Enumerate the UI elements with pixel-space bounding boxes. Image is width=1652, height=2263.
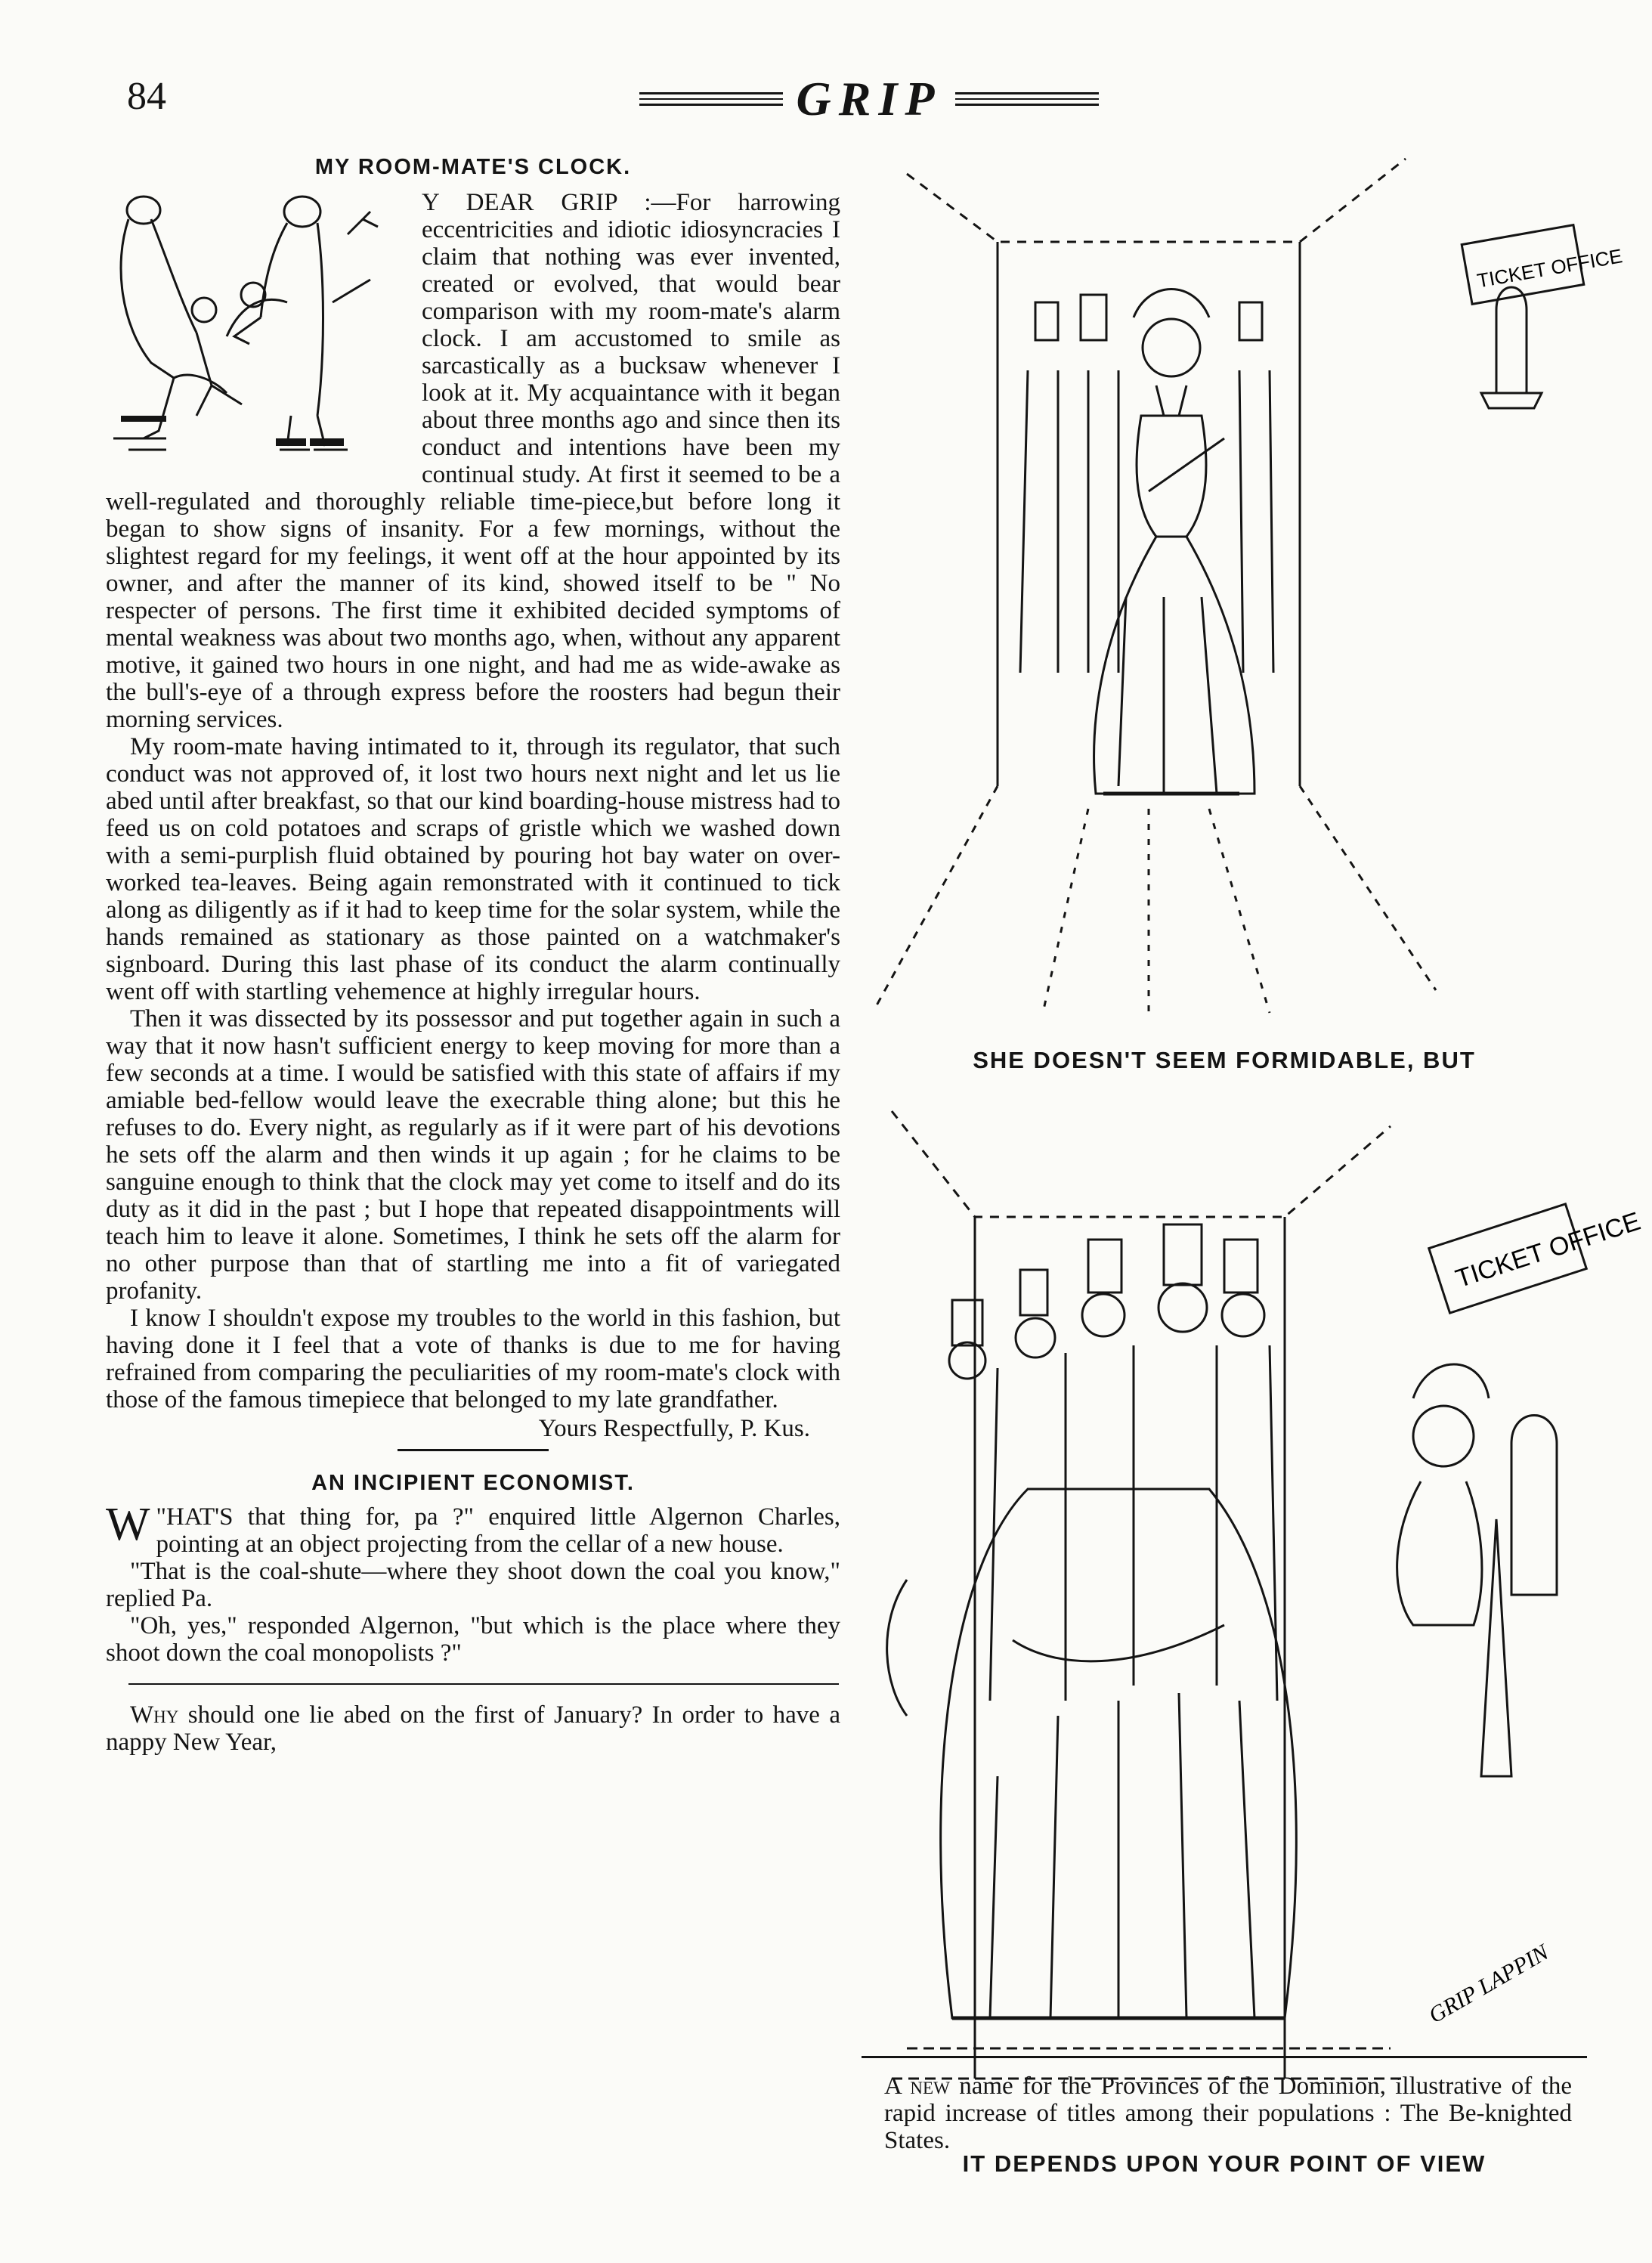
joke-be-knighted-body: name for the Provinces of the Dominion, illustrative of the rapid increase of titles among their populations : The Be-knighted States.	[884, 2073, 1572, 2154]
masthead-title: GRIP	[796, 72, 942, 125]
section-divider	[128, 1683, 839, 1685]
joke-be-knighted	[884, 2073, 1572, 2154]
cartoon-caption-bottom: IT DEPENDS UPON YOUR POINT OF VIEW	[962, 2150, 1486, 2177]
article-body-clock	[106, 189, 840, 1413]
right-column	[862, 144, 1644, 2245]
ticket-office-sign-bottom: TICKET OFFICE	[1452, 1206, 1644, 1294]
article-economist-paragraph: "Oh, yes," responded Algernon, "but which is the place where they shoot down the coal monopolists ?"	[106, 1612, 840, 1667]
cartoon-panel-top-illustration	[862, 144, 1625, 1058]
article-title-clock: MY ROOM-MATE'S CLOCK.	[314, 155, 632, 179]
open-quote: "	[156, 1503, 167, 1531]
article-economist-paragraph: "That is the coal-shute—where they shoot down the coal you know," replied Pa.	[106, 1558, 840, 1612]
article-clock-paragraph: Then it was dissected by its possessor and put together again in such a way that it now hasn't sufficient energy to keep moving for more than a few seconds at a time. I would be satisfied with this state of affairs if my amiable bed-fellow would leave the execrable thing alone; but this he refuses to do. Every night, as regularly as if it were part of his devotions he sets off the alarm and then winds it up again ; for he claims to be sanguine enough to think that the clock may yet come to itself and do its duty as it did in the past ; but I hope that repeated disappointments will teach him to leave it alone. Sometimes, I think he sets off the alarm for no other purpose than that of startling me into a fit of variegated profanity.	[106, 1005, 840, 1305]
page-number: 84	[127, 75, 166, 118]
bottom-note-block	[862, 2056, 1587, 2058]
article-body-economist	[106, 1499, 840, 1667]
masthead	[597, 73, 1141, 125]
illustrated-initial-m	[98, 189, 408, 476]
joke-new-year-lead: Why	[130, 1701, 179, 1729]
article-title-economist: AN INCIPIENT ECONOMIST.	[311, 1471, 635, 1495]
left-column	[106, 155, 840, 1756]
cartoon-panel-bottom-illustration	[862, 1096, 1644, 2147]
ticket-office-sign-top: TICKET OFFICE	[1475, 244, 1625, 293]
article-clock-opening-text: Y DEAR GRIP :—For harrowing eccentricities and idiotic idiosyncracies I claim that nothing was ever invented, created or evolved, that would bear comparison with my room-mate's alarm clock. I am accustomed to smile as sarcastically as a bucksaw whenever I look at it. My acquaintance with it began about three months ago and since then its conduct and intentions have been my continual study. At first it seemed to be a well-regulated and thoroughly reliable time-piece,but before long it began to show signs of insanity. For a few mornings, without the slightest regard for my feelings, it went off at the hour appointed by its owner, and after the manner of its kind, showed itself to be " No respecter of persons. The first time it exhibited decided symptoms of mental weakness was about two months ago, when, without any apparent motive, it gained two hours in one night, and had me as wide-awake as the bull's-eye of a through express before the roosters had begun their morning services.	[106, 189, 840, 733]
joke-new-year	[106, 1701, 840, 1756]
joke-be-knighted-lead: A new	[884, 2073, 950, 2100]
section-divider	[398, 1449, 549, 1451]
cartoon-caption-top: SHE DOESN'T SEEM FORMIDABLE, BUT	[973, 1047, 1476, 1073]
masthead-rule-right	[955, 92, 1099, 106]
article-clock-paragraph: I know I shouldn't expose my troubles to the world in this fashion, but having done it I feel that a vote of thanks is due to me for having refrained from comparing the peculiarities of my room-mate's clock with those of the famous timepiece that belonged to my late grandfather.	[106, 1305, 840, 1413]
article-economist-first-text: HAT'S that thing for, pa ?" enquired little Algernon Charles, pointing at an object projecting from the cellar of a new house.	[156, 1503, 840, 1558]
joke-new-year-body: should one lie abed on the first of January? In order to have a nappy New Year,	[106, 1701, 841, 1756]
article-clock-paragraph: My room-mate having intimated to it, through its regulator, that such conduct was not approved of, it lost two hours next night and let us lie abed until after breakfast, so that our kind boarding-house mistress had to feed us on cold potatoes and scraps of gristle which we washed down with a semi-purplish fluid obtained by pouring hot bay water on over-worked tea-leaves. Being again remonstrated with it continued to tick along as diligently as if it had to keep time for the solar system, while the hands remained as stationary as those painted on a watchmaker's signboard. During this last phase of its conduct the alarm continually went off with startling vehemence at highly irregular hours.	[106, 733, 840, 1005]
article-economist-first-paragraph	[106, 1499, 840, 1558]
note-divider	[862, 2056, 1587, 2058]
article-clock-signoff: Yours Respectfully, P. Kus.	[538, 1415, 810, 1442]
joke-new-year-text	[106, 1701, 840, 1756]
figures-forming-letter-m-illustration	[98, 189, 408, 476]
drop-cap-w: W	[106, 1499, 150, 1550]
masthead-rule-left	[639, 92, 783, 106]
artist-signature: GRIP LAPPIN	[1425, 1939, 1553, 2029]
